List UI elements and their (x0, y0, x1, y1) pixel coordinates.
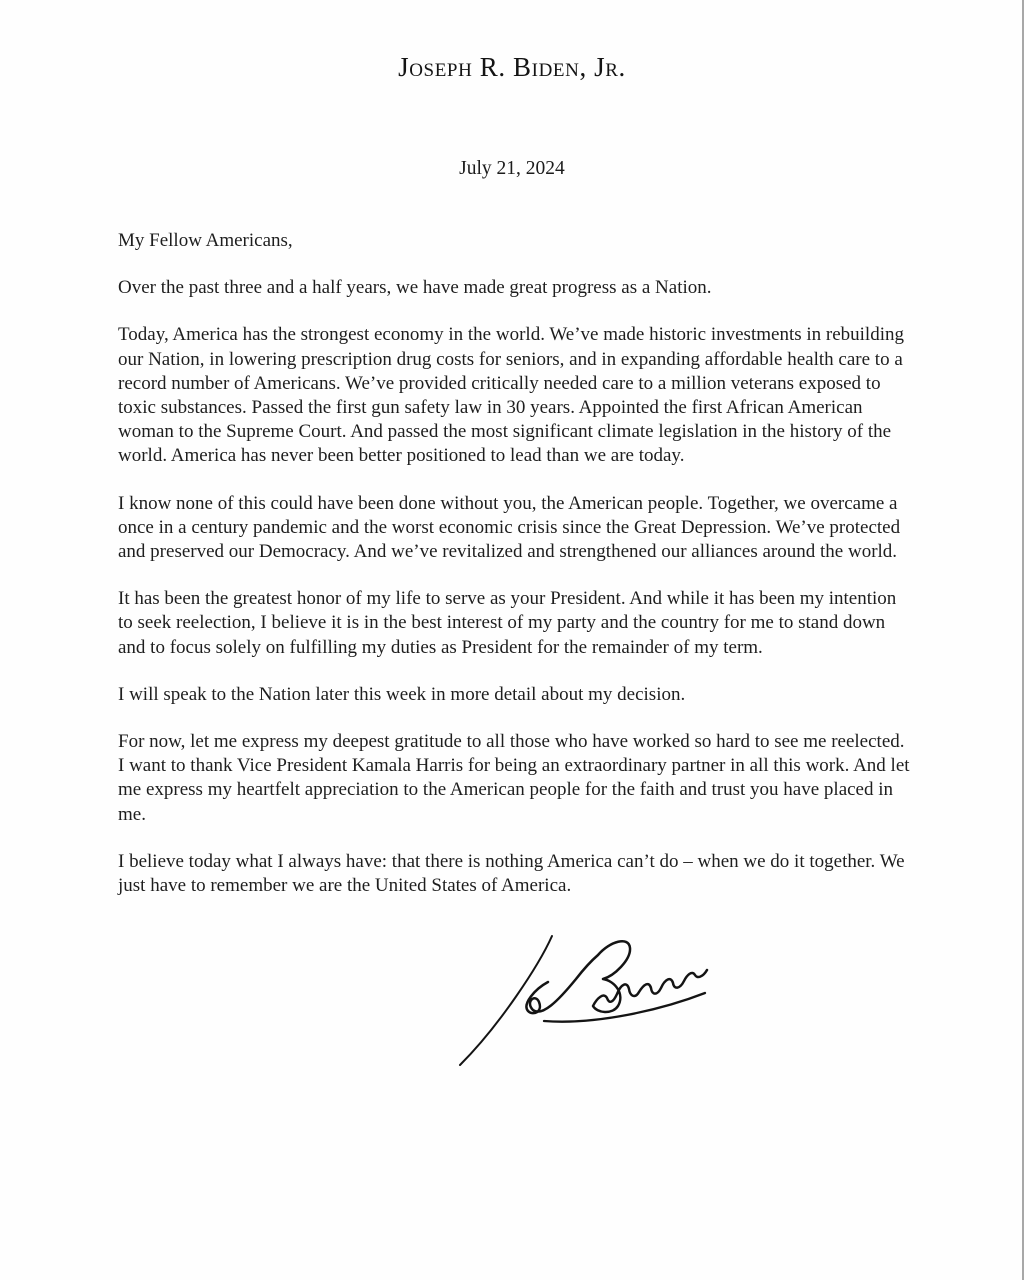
letter-paragraph: I will speak to the Nation later this week in more detail about my decision. (118, 683, 686, 705)
letter-date: July 21, 2024 (459, 158, 565, 179)
letter-paragraph: I believe today what I always have: that there is nothing America can’t do – when we do it together. We just have to remember we are the United States of America. (118, 850, 905, 897)
letter-paragraph: Over the past three and a half years, we have made great progress as a Nation. (118, 277, 712, 299)
letterhead-name: Joseph R. Biden, Jr. (398, 52, 626, 82)
letter-paragraph: Today, America has the strongest economy in the world. We’ve made historic investments in rebuilding our Nation, in lowering prescription drug costs for seniors, and in expanding affordable health care to a record number of Americans. We’ve provided critically needed care to a million veterans exposed to toxic substances. Passed the first gun safety law in 30 years. Appointed the first African American woman to the Supreme Court. And passed the most significant climate legislation in the history of the world. America has never been better positioned to lead than we are today. (118, 324, 904, 467)
letter-paragraph: It has been the greatest honor of my life to serve as your President. And while it has been my intention to seek reelection, I believe it is in the best interest of my party and the country for me to stand down and to focus solely on fulfilling my duties as President for the remainder of my term. (118, 588, 897, 658)
letter-paragraph: I know none of this could have been done without you, the American people. Together, we overcame a once in a century pandemic and the worst economic crisis since the Great Depression. We’ve protected and preserved our Democracy. And we’ve revitalized and strengthened our alliances around the world. (118, 492, 901, 563)
signature (436, 921, 736, 1071)
letter-body (118, 229, 914, 1071)
letter-paragraph: For now, let me express my deepest gratitude to all those who have worked so hard to see me reelected. I want to thank Vice President Kamala Harris for being an extraordinary partner in all this work. And let me express my heartfelt appreciation to the American people for the faith and trust you have placed in me. (118, 731, 910, 825)
biden-signature-icon (436, 921, 736, 1071)
salutation: My Fellow Americans, (118, 230, 293, 251)
